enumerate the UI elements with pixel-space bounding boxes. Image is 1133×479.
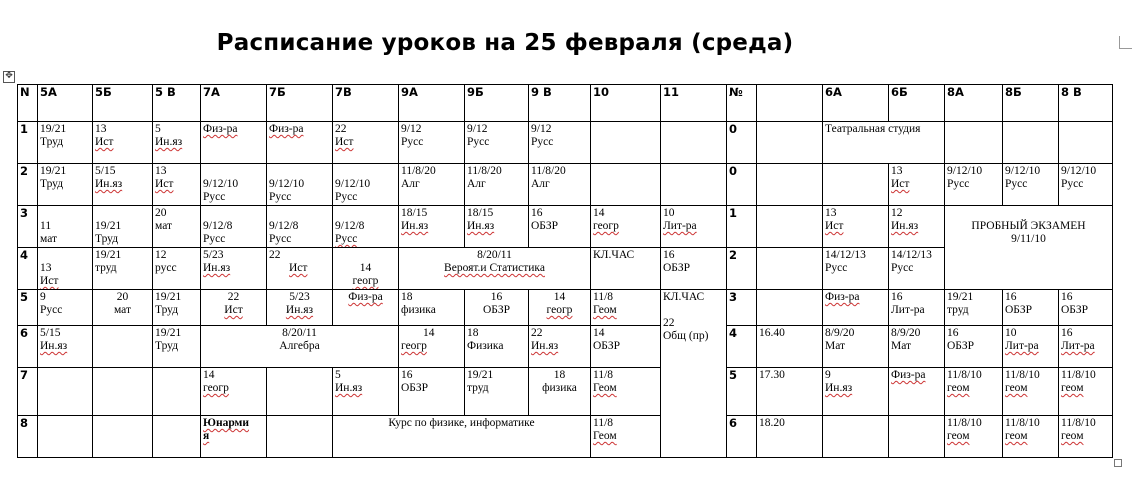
- header-6a: 6А: [823, 85, 889, 122]
- header-time: [757, 85, 823, 122]
- cell-9a: 18 физика: [399, 290, 465, 326]
- cell-7b: [267, 416, 333, 458]
- cell-5v: 19/21 Труд: [153, 326, 201, 368]
- header-num: N: [18, 85, 38, 122]
- cell-11: 10 Лит-ра: [661, 206, 727, 248]
- cell-6a: Физ-ра: [823, 290, 889, 326]
- cell-7-merged: 8/20/11 Алгебра: [201, 326, 399, 368]
- cell-8v: 11/8/10 геом: [1059, 416, 1113, 458]
- cell-5a: [38, 368, 93, 416]
- cell-8b: 9/12/10 Русс: [1003, 164, 1059, 206]
- header-10: 10: [591, 85, 661, 122]
- cell-11: [661, 122, 727, 164]
- cell-7v: 14 геогр: [333, 248, 399, 290]
- cell-9v: 16 ОБЗР: [529, 206, 591, 248]
- lesson-number: 1: [18, 122, 38, 164]
- cell-5b: [93, 416, 153, 458]
- cell-5v: 20 мат: [153, 206, 201, 248]
- cell-6a: 14/12/13 Русс: [823, 248, 889, 290]
- cell-5b: 19/21 Труд: [93, 206, 153, 248]
- cell-7b: 9/12/8 Русс: [267, 206, 333, 248]
- cell-7a: 22 Ист: [201, 290, 267, 326]
- cell-10: КЛ.ЧАС: [591, 248, 661, 290]
- cell-8v: 16 ОБЗР: [1059, 290, 1113, 326]
- cell-6b: 8/9/20 Мат: [889, 326, 945, 368]
- lesson-number: 6: [18, 326, 38, 368]
- cell-7a: 9/12/10 Русс: [201, 164, 267, 206]
- cell-9v: 9/12 Русс: [529, 122, 591, 164]
- cell-7v: 22 Ист: [333, 122, 399, 164]
- cell-6a: 8/9/20 Мат: [823, 326, 889, 368]
- cell-6b: 14/12/13 Русс: [889, 248, 945, 290]
- cell-time: 17.30: [757, 368, 823, 416]
- header-8a: 8А: [945, 85, 1003, 122]
- cell-5b: [93, 368, 153, 416]
- cell-10: 11/8 Геом: [591, 416, 661, 458]
- header-9a: 9А: [399, 85, 465, 122]
- lesson-number-right: 5: [727, 368, 757, 416]
- lesson-number: 8: [18, 416, 38, 458]
- table-row: [18, 416, 1113, 458]
- cell-7b: 5/23 Ин.яз: [267, 290, 333, 326]
- cell-10: [591, 164, 661, 206]
- header-9b: 9Б: [465, 85, 529, 122]
- cell-9-merged: 8/20/11 Вероят.и Статистика: [399, 248, 591, 290]
- cell-9b: 18/15 Ин.яз: [465, 206, 529, 248]
- cell-7a: Юнарми я: [201, 416, 267, 458]
- cell-9b: 11/8/20 Алг: [465, 164, 529, 206]
- cell-8a: [945, 122, 1003, 164]
- table-row: [18, 290, 1113, 326]
- cell-7v: 5 Ин.яз: [333, 368, 399, 416]
- cell-6a-6b-studio: Театральная студия: [823, 122, 945, 164]
- cell-8b: [1003, 122, 1059, 164]
- cell-time: 16.40: [757, 326, 823, 368]
- cell-9b: 19/21 труд: [465, 368, 529, 416]
- cell-9a: 11/8/20 Алг: [399, 164, 465, 206]
- lesson-number: 3: [18, 206, 38, 248]
- cell-9b: 18 Физика: [465, 326, 529, 368]
- header-5v: 5 В: [153, 85, 201, 122]
- cell-7b: [267, 368, 333, 416]
- lesson-number-right: 3: [727, 290, 757, 326]
- header-num-right: №: [727, 85, 757, 122]
- cell-11: [661, 164, 727, 206]
- cell-5a: 19/21 Труд: [38, 164, 93, 206]
- table-move-handle-icon[interactable]: ✥: [3, 71, 15, 83]
- header-6b: 6Б: [889, 85, 945, 122]
- cell-7b: 22 Ист: [267, 248, 333, 290]
- cell-9a: 9/12 Русс: [399, 122, 465, 164]
- cell-6a: 9 Ин.яз: [823, 368, 889, 416]
- cell-10: [591, 122, 661, 164]
- cell-7v: 9/12/10 Русс: [333, 164, 399, 206]
- cell-exam: ПРОБНЫЙ ЭКЗАМЕН 9/11/10: [945, 206, 1113, 290]
- cell-5a: 11 мат: [38, 206, 93, 248]
- header-5a: 5А: [38, 85, 93, 122]
- cell-6a: [823, 164, 889, 206]
- cell-9v: 22 Ин.яз: [529, 326, 591, 368]
- cell-5v: 13 Ист: [153, 164, 201, 206]
- lesson-number-right: 0: [727, 122, 757, 164]
- cell-8a: 16 ОБЗР: [945, 326, 1003, 368]
- lesson-number: 5: [18, 290, 38, 326]
- header-8v: 8 В: [1059, 85, 1113, 122]
- cell-6b: 16 Лит-ра: [889, 290, 945, 326]
- cell-5b: 5/15 Ин.яз: [93, 164, 153, 206]
- page-title: Расписание уроков на 25 февраля (среда): [216, 30, 794, 56]
- cell-10: 14 ОБЗР: [591, 326, 661, 368]
- cell-6a: 13 Ист: [823, 206, 889, 248]
- lesson-number-right: 1: [727, 206, 757, 248]
- header-7a: 7А: [201, 85, 267, 122]
- cell-8a: 19/21 труд: [945, 290, 1003, 326]
- header-8b: 8Б: [1003, 85, 1059, 122]
- cell-course-merged: Курс по физике, информатике: [333, 416, 591, 458]
- cell-5a: 5/15 Ин.яз: [38, 326, 93, 368]
- cell-7v: Физ-ра: [333, 290, 399, 326]
- cell-6a: [823, 416, 889, 458]
- lesson-number-right: 6: [727, 416, 757, 458]
- cell-8b: 10 Лит-ра: [1003, 326, 1059, 368]
- cell-5a: [38, 416, 93, 458]
- cell-time: 18.20: [757, 416, 823, 458]
- cell-time: [757, 206, 823, 248]
- cell-5a: 9 Русс: [38, 290, 93, 326]
- header-7b: 7Б: [267, 85, 333, 122]
- cell-8b: 16 ОБЗР: [1003, 290, 1059, 326]
- cell-7a: 9/12/8 Русс: [201, 206, 267, 248]
- cell-7b: 9/12/10 Русс: [267, 164, 333, 206]
- lesson-number-right: 0: [727, 164, 757, 206]
- header-5b: 5Б: [93, 85, 153, 122]
- cell-8v: 9/12/10 Русс: [1059, 164, 1113, 206]
- cell-6b: 12 Ин.яз: [889, 206, 945, 248]
- cell-9b: 9/12 Русс: [465, 122, 529, 164]
- cell-5v: 5 Ин.яз: [153, 122, 201, 164]
- cell-9v: 18 физика: [529, 368, 591, 416]
- cell-5b: 20 мат: [93, 290, 153, 326]
- cell-time: [757, 290, 823, 326]
- cell-6b: Физ-ра: [889, 368, 945, 416]
- cell-time: [757, 122, 823, 164]
- cell-5v: 19/21 Труд: [153, 290, 201, 326]
- cell-7b: Физ-ра: [267, 122, 333, 164]
- cell-7a: 5/23 Ин.яз: [201, 248, 267, 290]
- cell-11: КЛ.ЧАС 22 Общ (пр): [661, 290, 727, 458]
- cell-9a: 16 ОБЗР: [399, 368, 465, 416]
- cell-6b: [889, 416, 945, 458]
- cell-5v: [153, 368, 201, 416]
- cell-8b: 11/8/10 геом: [1003, 368, 1059, 416]
- cell-7v: 9/12/8 Русс: [333, 206, 399, 248]
- header-11: 11: [661, 85, 727, 122]
- cell-6b: 13 Ист: [889, 164, 945, 206]
- table-row: [18, 368, 1113, 416]
- header-row: [18, 85, 1113, 122]
- cell-5a: 19/21 Труд: [38, 122, 93, 164]
- table-resize-handle-icon[interactable]: [1114, 459, 1122, 467]
- lesson-number-right: 4: [727, 326, 757, 368]
- cell-5a: 13 Ист: [38, 248, 93, 290]
- cell-9a: 18/15 Ин.яз: [399, 206, 465, 248]
- lesson-number-right: 2: [727, 248, 757, 290]
- lesson-number: 4: [18, 248, 38, 290]
- cell-8v: 11/8/10 геом: [1059, 368, 1113, 416]
- cell-11: 16 ОБЗР: [661, 248, 727, 290]
- cell-8v: 16 Лит-ра: [1059, 326, 1113, 368]
- schedule-table: [17, 84, 1113, 458]
- cell-9a: 14 геогр: [399, 326, 465, 368]
- cell-7a: 14 геогр: [201, 368, 267, 416]
- cell-10: 11/8 Геом: [591, 368, 661, 416]
- cell-7a: Физ-ра: [201, 122, 267, 164]
- cell-8a: 11/8/10 геом: [945, 368, 1003, 416]
- cell-8a: 11/8/10 геом: [945, 416, 1003, 458]
- cell-5v: [153, 416, 201, 458]
- header-7v: 7В: [333, 85, 399, 122]
- cell-8b: 11/8/10 геом: [1003, 416, 1059, 458]
- cell-8v: [1059, 122, 1113, 164]
- cell-10: 11/8 Геом: [591, 290, 661, 326]
- cell-10: 14 геогр: [591, 206, 661, 248]
- cell-time: [757, 164, 823, 206]
- cell-time: [757, 248, 823, 290]
- cell-5b: 19/21 труд: [93, 248, 153, 290]
- header-9v: 9 В: [529, 85, 591, 122]
- table-row: [18, 122, 1113, 164]
- cell-9v: 14 геогр: [529, 290, 591, 326]
- cell-5v: 12 русс: [153, 248, 201, 290]
- lesson-number: 7: [18, 368, 38, 416]
- table-row: [18, 206, 1113, 248]
- cell-9b: 16 ОБЗР: [465, 290, 529, 326]
- table-row: [18, 164, 1113, 206]
- cell-5b: [93, 326, 153, 368]
- cell-9v: 11/8/20 Алг: [529, 164, 591, 206]
- lesson-number: 2: [18, 164, 38, 206]
- margin-corner-marker: [1119, 36, 1132, 49]
- cell-8a: 9/12/10 Русс: [945, 164, 1003, 206]
- table-row: [18, 326, 1113, 368]
- cell-5b: 13 Ист: [93, 122, 153, 164]
